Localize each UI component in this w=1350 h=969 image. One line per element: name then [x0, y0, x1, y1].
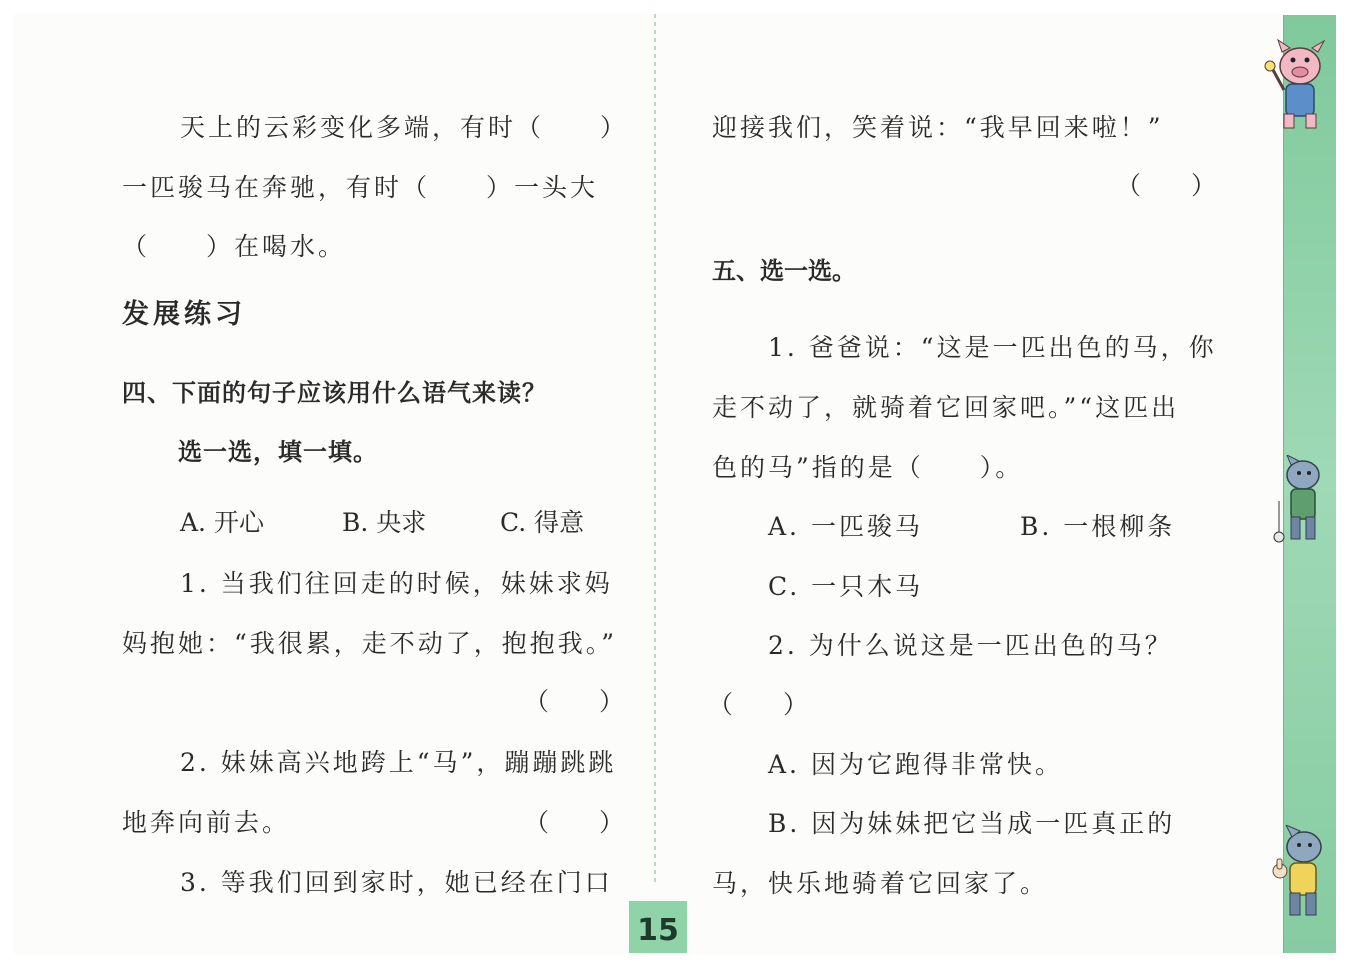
- q5-item-1-option-a: A. 一匹骏马: [768, 512, 923, 541]
- section-heading-development: 发展练习: [122, 299, 246, 330]
- wolf-thumbsup-mascot-icon: [1262, 825, 1340, 925]
- item-2-answer-blank[interactable]: （ ）: [524, 808, 625, 837]
- q5-item-1-line-c: 色的马”指的是（ ）。: [712, 453, 1024, 482]
- question-5-title: 五、选一选。: [712, 257, 856, 285]
- item-1-line-b: 妈抱她：“我很累，走不动了，抱抱我。”: [122, 629, 618, 658]
- q5-item-1-option-c: C. 一只木马: [768, 572, 924, 601]
- page-fold-line: [654, 14, 656, 884]
- poem-line-2: 一匹骏马在奔驰，有时（ ）一头大: [122, 173, 599, 202]
- q5-item-2-option-b-line-b: 马，快乐地骑着它回家了。: [712, 869, 1049, 898]
- page-number: 15: [629, 901, 687, 953]
- item-1-line-a: 1. 当我们往回走的时候，妹妹求妈: [180, 569, 613, 598]
- question-4-subtitle: 选一选，填一填。: [178, 438, 378, 466]
- item-2-line-a: 2. 妹妹高兴地跨上“马”，蹦蹦跳跳: [180, 748, 617, 777]
- q5-item-1-line-b: 走不动了，就骑着它回家吧。”“这匹出: [712, 393, 1180, 422]
- wolf-yoyo-mascot-icon: [1265, 455, 1335, 550]
- option-b-label: B. 央求: [342, 508, 427, 537]
- q5-item-2-option-a: A. 因为它跑得非常快。: [768, 750, 1063, 779]
- poem-line-1: 天上的云彩变化多端，有时（ ）: [180, 113, 629, 142]
- q5-item-1-line-a: 1. 爸爸说：“这是一匹出色的马，你: [768, 333, 1217, 362]
- item-3-line-b: 迎接我们，笑着说：“我早回来啦！”: [712, 113, 1164, 142]
- q5-item-2-line-a: 2. 为什么说这是一匹出色的马？: [768, 631, 1173, 660]
- item-3-answer-blank[interactable]: （ ）: [1116, 171, 1217, 200]
- pig-mascot-icon: [1258, 38, 1338, 133]
- item-1-answer-blank[interactable]: （ ）: [524, 687, 625, 716]
- item-3-line-a: 3. 等我们回到家时，她已经在门口: [180, 868, 613, 897]
- option-a-label: A. 开心: [180, 508, 264, 537]
- poem-line-3: （ ）在喝水。: [122, 232, 347, 261]
- option-c-label: C. 得意: [500, 508, 585, 537]
- item-2-line-b: 地奔向前去。: [122, 808, 291, 837]
- q5-item-2-answer-blank[interactable]: （ ）: [708, 690, 809, 719]
- q5-item-2-option-b-line-a: B. 因为妹妹把它当成一匹真正的: [768, 809, 1176, 838]
- q5-item-1-option-b: B. 一根柳条: [1020, 512, 1176, 541]
- question-4-title: 四、下面的句子应该用什么语气来读？: [122, 379, 547, 407]
